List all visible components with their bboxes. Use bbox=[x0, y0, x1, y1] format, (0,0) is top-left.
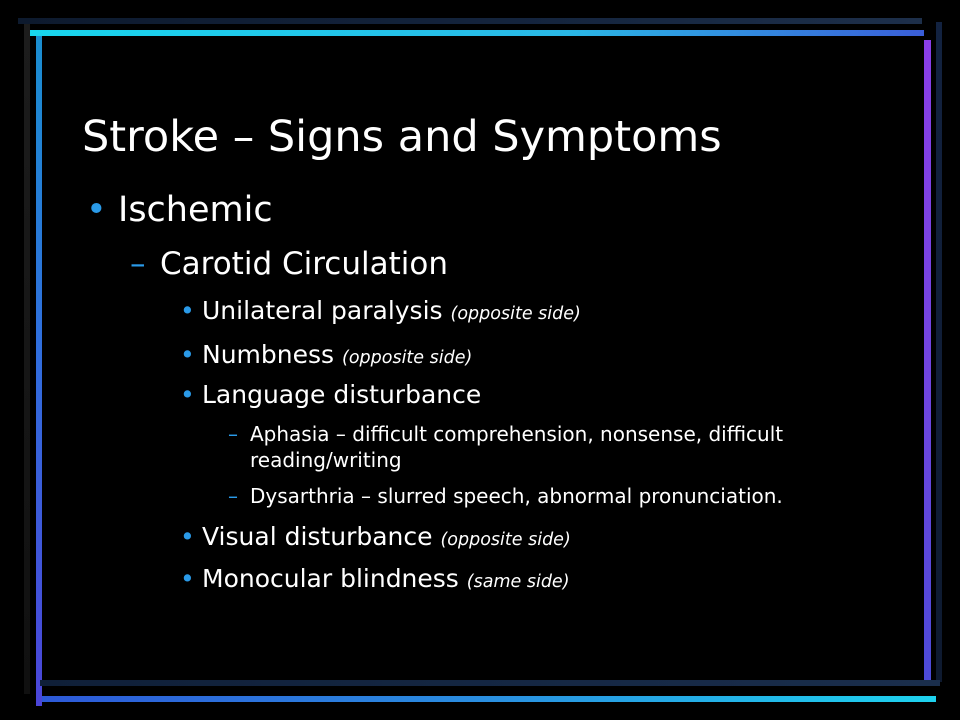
sub-item-dysarthria: Dysarthria – slurred speech, abnormal pronunciation. bbox=[250, 484, 783, 508]
item-text: Monocular blindness bbox=[202, 564, 459, 593]
sub-item-aphasia-line-2: reading/writing bbox=[250, 448, 402, 472]
item-text: Unilateral paralysis bbox=[202, 296, 443, 325]
list-item-unilateral-paralysis bbox=[202, 296, 581, 325]
frame-bottom-dark-bar bbox=[40, 680, 940, 686]
heading-carotid-circulation: Carotid Circulation bbox=[160, 246, 448, 282]
frame-bottom-bar bbox=[42, 696, 936, 702]
list-item-visual-disturbance bbox=[202, 522, 571, 551]
frame-right-dark-bar bbox=[936, 22, 942, 682]
frame-right-bar bbox=[924, 40, 931, 680]
frame-top-bar bbox=[30, 30, 924, 36]
frame-left-bar bbox=[36, 36, 42, 706]
frame-top-dark-bar bbox=[18, 18, 922, 24]
heading-ischemic: Ischemic bbox=[118, 190, 273, 230]
dash-sub-item: – bbox=[228, 422, 238, 446]
item-text: Numbness bbox=[202, 340, 335, 369]
dash-sub-item: – bbox=[228, 484, 238, 508]
item-text: Language disturbance bbox=[202, 380, 482, 409]
item-text: Visual disturbance bbox=[202, 522, 433, 551]
slide-title: Stroke – Signs and Symptoms bbox=[82, 112, 722, 162]
frame-left-dark-bar bbox=[24, 24, 30, 694]
list-item-monocular-blindness bbox=[202, 564, 570, 593]
bullet-item: • bbox=[180, 564, 195, 593]
bullet-item: • bbox=[180, 340, 195, 369]
dash-carotid: – bbox=[130, 246, 146, 282]
item-note: (opposite side) bbox=[450, 304, 581, 324]
bullet-item: • bbox=[180, 380, 195, 409]
list-item-numbness bbox=[202, 340, 472, 369]
item-note: (opposite side) bbox=[440, 530, 571, 550]
bullet-item: • bbox=[180, 522, 195, 551]
sub-item-aphasia-line-1: Aphasia – difficult comprehension, nonsense, difficult bbox=[250, 422, 784, 446]
bullet-item: • bbox=[180, 296, 195, 325]
list-item-language-disturbance bbox=[202, 380, 481, 409]
item-note: (same side) bbox=[466, 572, 570, 592]
bullet-ischemic: • bbox=[86, 190, 107, 230]
item-note: (opposite side) bbox=[342, 348, 473, 368]
